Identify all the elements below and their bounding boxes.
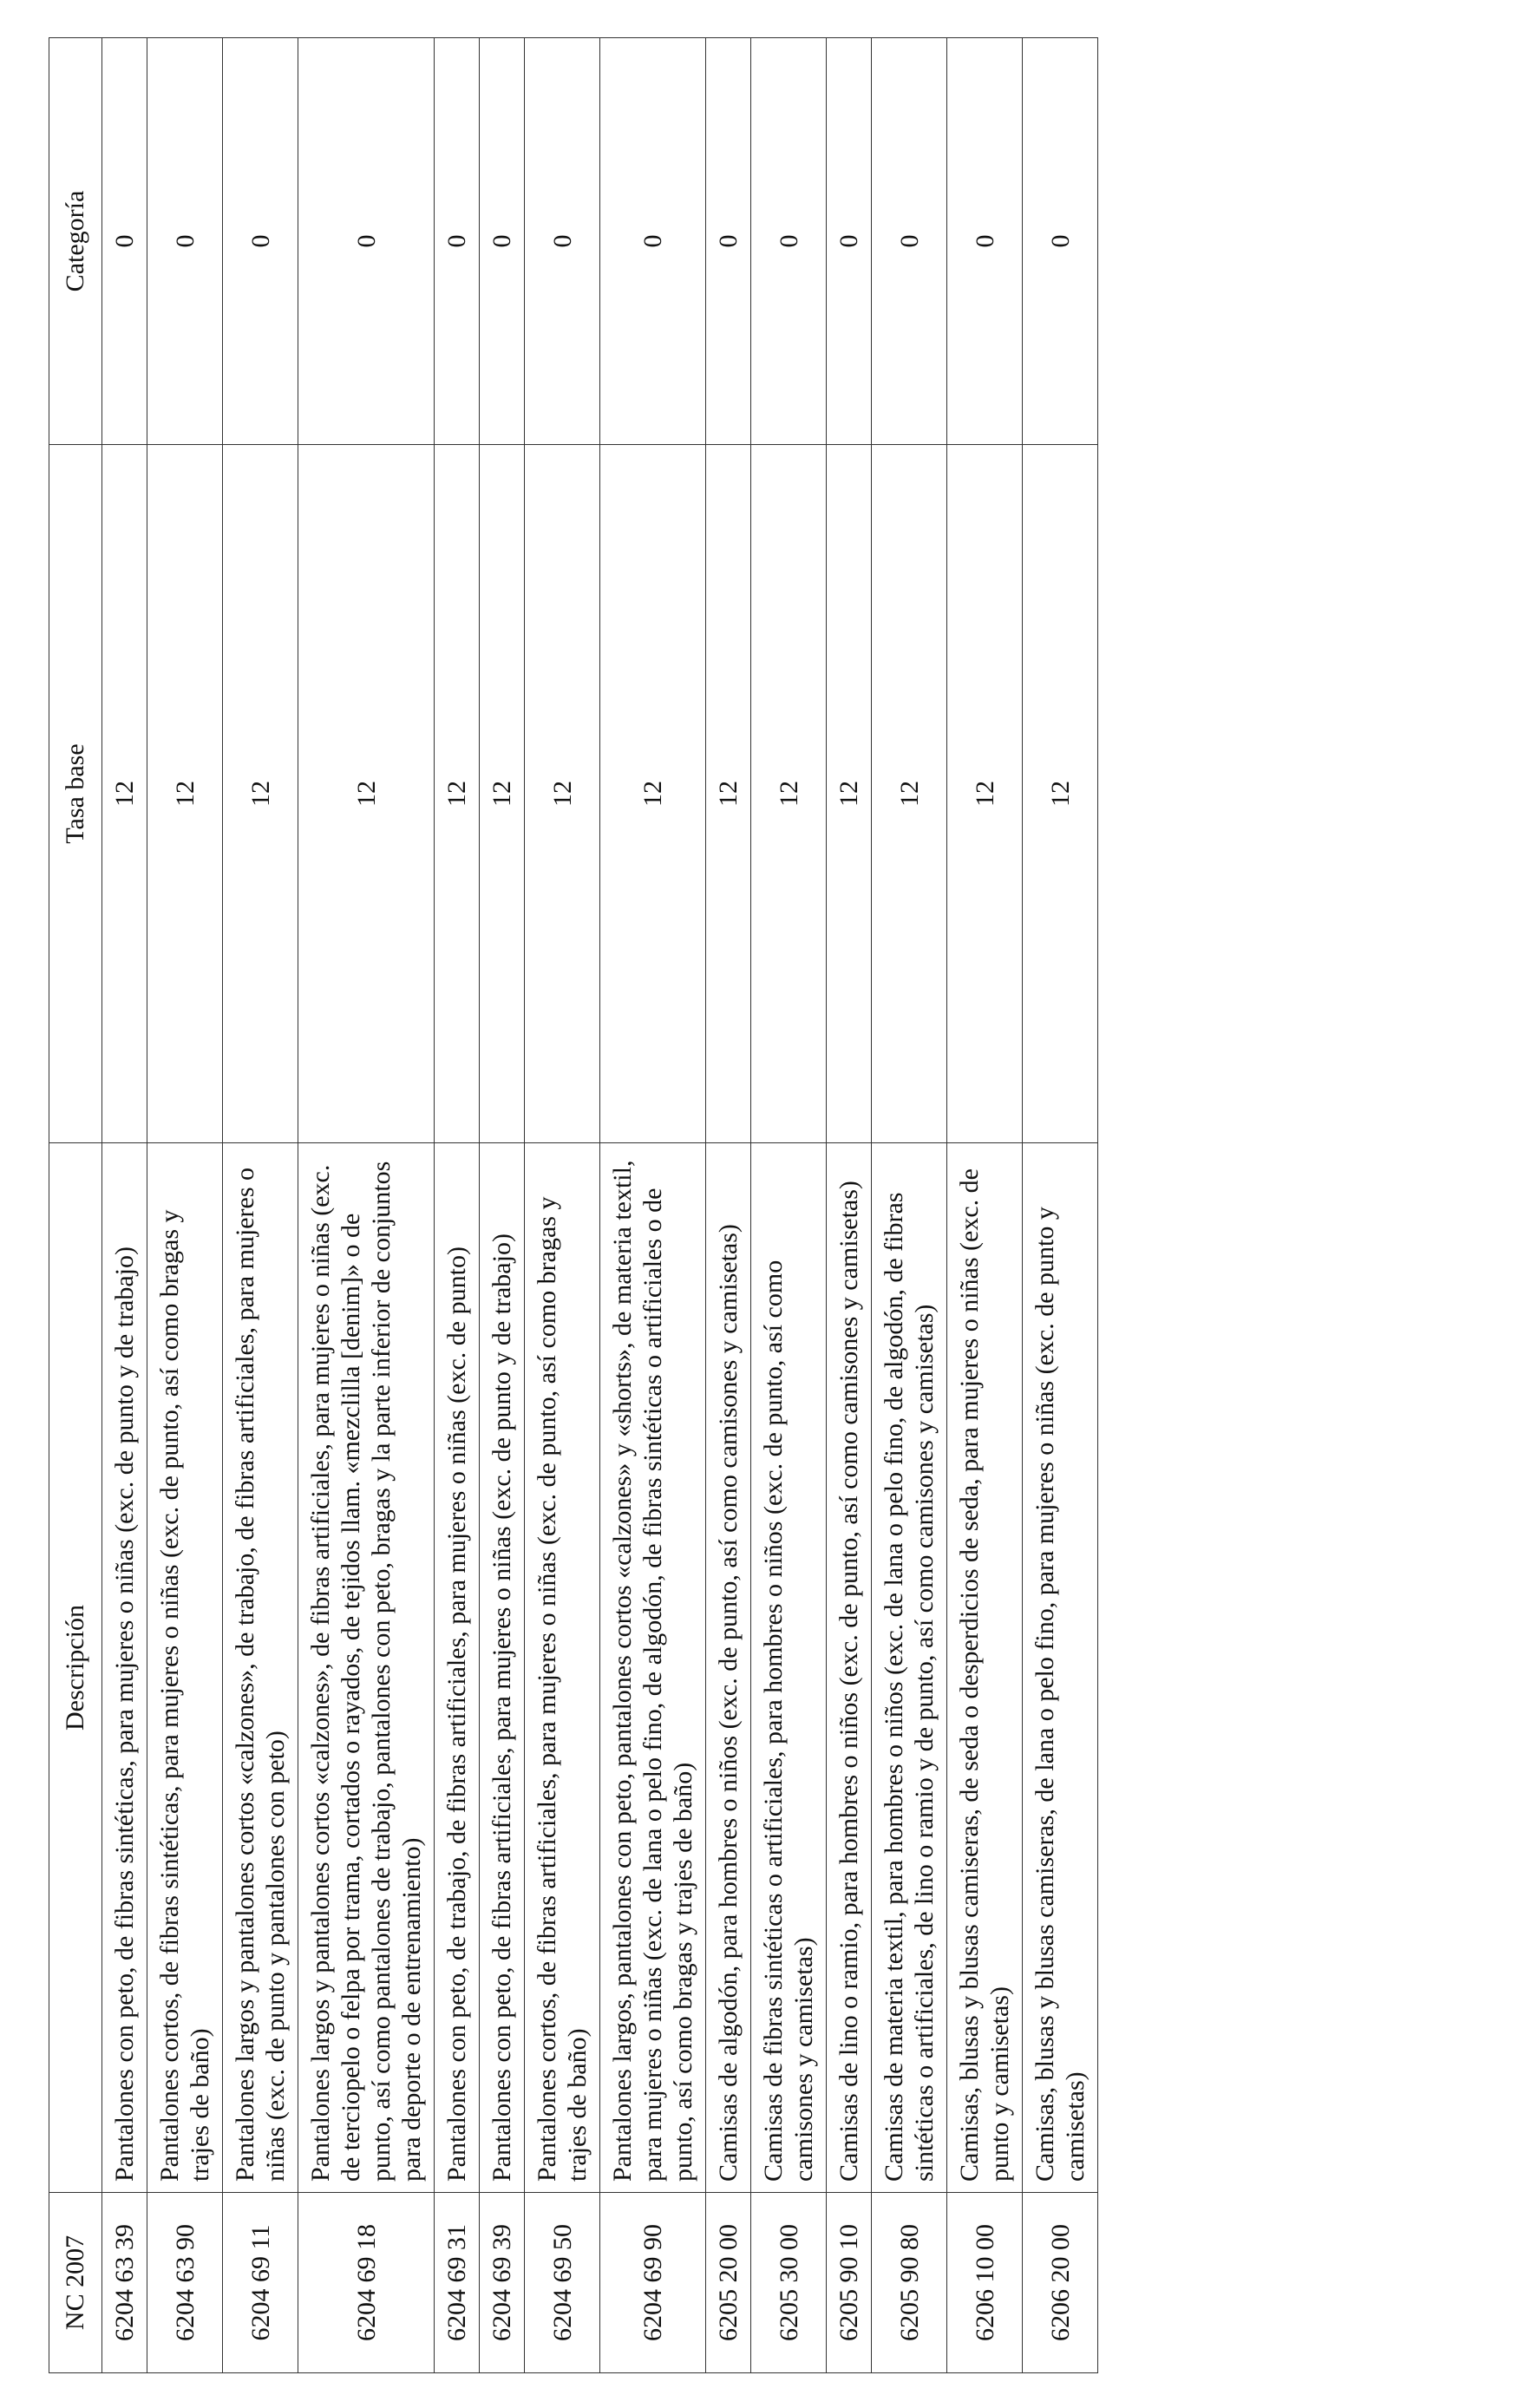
description-cell: Pantalones con peto, de fibras sintéticas, para mujeres o niñas (exc. de punto y de trabajo) [102,1143,147,2193]
nc-code-cell: 6204 69 39 [480,2193,525,2373]
base-rate-cell: 12 [751,445,827,1143]
header-categoria: Categoría [49,38,102,445]
base-rate-cell: 12 [706,445,751,1143]
description-cell: Camisas, blusas y blusas camiseras, de lana o pelo fino, para mujeres o niñas (exc. de punto y camisetas) [1023,1143,1098,2193]
table-row [706,38,751,2373]
table-row [102,38,147,2373]
category-cell: 0 [751,38,827,445]
table-row [223,38,298,2373]
base-rate-cell: 12 [223,445,298,1143]
base-rate-cell: 12 [435,445,480,1143]
description-cell: Pantalones largos y pantalones cortos «calzones», de trabajo, de fibras artificiales, para mujeres o niñas (exc. de punto y pantalones con peto) [223,1143,298,2193]
nc-code-cell: 6204 69 31 [435,2193,480,2373]
description-cell: Camisas de fibras sintéticas o artificiales, para hombres o niños (exc. de punto, así como camisones y camisetas) [751,1143,827,2193]
category-cell: 0 [706,38,751,445]
category-cell: 0 [147,38,223,445]
nc-code-cell: 6204 69 11 [223,2193,298,2373]
category-cell: 0 [947,38,1023,445]
nc-code-cell: 6204 69 50 [525,2193,600,2373]
description-cell: Camisas de materia textil, para hombres o niños (exc. de lana o pelo fino, de algodón, de fibras sintéticas o artificiales, de lino o ramio y de punto, así como camisones y camisetas) [872,1143,947,2193]
description-cell: Pantalones con peto, de trabajo, de fibras artificiales, para mujeres o niñas (exc. de punto) [435,1143,480,2193]
base-rate-cell: 12 [872,445,947,1143]
base-rate-cell: 12 [480,445,525,1143]
table-row [480,38,525,2373]
description-cell: Pantalones cortos, de fibras artificiales, para mujeres o niñas (exc. de punto, así como bragas y trajes de baño) [525,1143,600,2193]
base-rate-cell: 12 [600,445,706,1143]
description-cell: Camisas de algodón, para hombres o niños (exc. de punto, así como camisones y camisetas) [706,1143,751,2193]
category-cell: 0 [600,38,706,445]
nc-code-cell: 6205 30 00 [751,2193,827,2373]
table-row [1023,38,1098,2373]
nc-code-cell: 6204 69 18 [298,2193,435,2373]
category-cell: 0 [298,38,435,445]
category-cell: 0 [827,38,872,445]
tariff-table [49,37,1098,2373]
category-cell: 0 [435,38,480,445]
nc-code-cell: 6204 63 39 [102,2193,147,2373]
description-cell: Pantalones largos y pantalones cortos «calzones», de fibras artificiales, para mujeres o niñas (exc. de terciopelo o felpa por trama, cortados o rayados, de tejidos llam. «mezclilla [denim]» o de punto, así como pantalones de trabajo, pantalones con peto, bragas y la parte inferior de conjuntos para deporte o de entrenamiento) [298,1143,435,2193]
category-cell: 0 [223,38,298,445]
description-cell: Camisas, blusas y blusas camiseras, de seda o desperdicios de seda, para mujeres o niñas (exc. de punto y camisetas) [947,1143,1023,2193]
table-row [947,38,1023,2373]
base-rate-cell: 12 [298,445,435,1143]
header-row [49,38,102,2373]
table-row [298,38,435,2373]
base-rate-cell: 12 [102,445,147,1143]
base-rate-cell: 12 [827,445,872,1143]
header-tasa-base: Tasa base [49,445,102,1143]
nc-code-cell: 6204 69 90 [600,2193,706,2373]
category-cell: 0 [480,38,525,445]
nc-code-cell: 6206 10 00 [947,2193,1023,2373]
table-row [600,38,706,2373]
category-cell: 0 [872,38,947,445]
base-rate-cell: 12 [1023,445,1098,1143]
header-descripcion: Descripción [49,1143,102,2193]
table-row [751,38,827,2373]
category-cell: 0 [1023,38,1098,445]
header-nc-2007: NC 2007 [49,2193,102,2373]
nc-code-cell: 6205 90 80 [872,2193,947,2373]
category-cell: 0 [525,38,600,445]
table-row [435,38,480,2373]
nc-code-cell: 6205 90 10 [827,2193,872,2373]
nc-code-cell: 6206 20 00 [1023,2193,1098,2373]
table-row [872,38,947,2373]
base-rate-cell: 12 [147,445,223,1143]
description-cell: Pantalones largos, pantalones con peto, pantalones cortos «calzones» y «shorts», de materia textil, para mujeres o niñas (exc. de lana o pelo fino, de algodón, de fibras sintéticas o artificiales o de punto, así como bragas y trajes de baño) [600,1143,706,2193]
description-cell: Camisas de lino o ramio, para hombres o niños (exc. de punto, así como camisones y camisetas) [827,1143,872,2193]
category-cell: 0 [102,38,147,445]
nc-code-cell: 6205 20 00 [706,2193,751,2373]
table-row [147,38,223,2373]
base-rate-cell: 12 [525,445,600,1143]
description-cell: Pantalones con peto, de fibras artificiales, para mujeres o niñas (exc. de punto y de trabajo) [480,1143,525,2193]
description-cell: Pantalones cortos, de fibras sintéticas, para mujeres o niñas (exc. de punto, así como bragas y trajes de baño) [147,1143,223,2193]
table-row [525,38,600,2373]
base-rate-cell: 12 [947,445,1023,1143]
nc-code-cell: 6204 63 90 [147,2193,223,2373]
table-row [827,38,872,2373]
